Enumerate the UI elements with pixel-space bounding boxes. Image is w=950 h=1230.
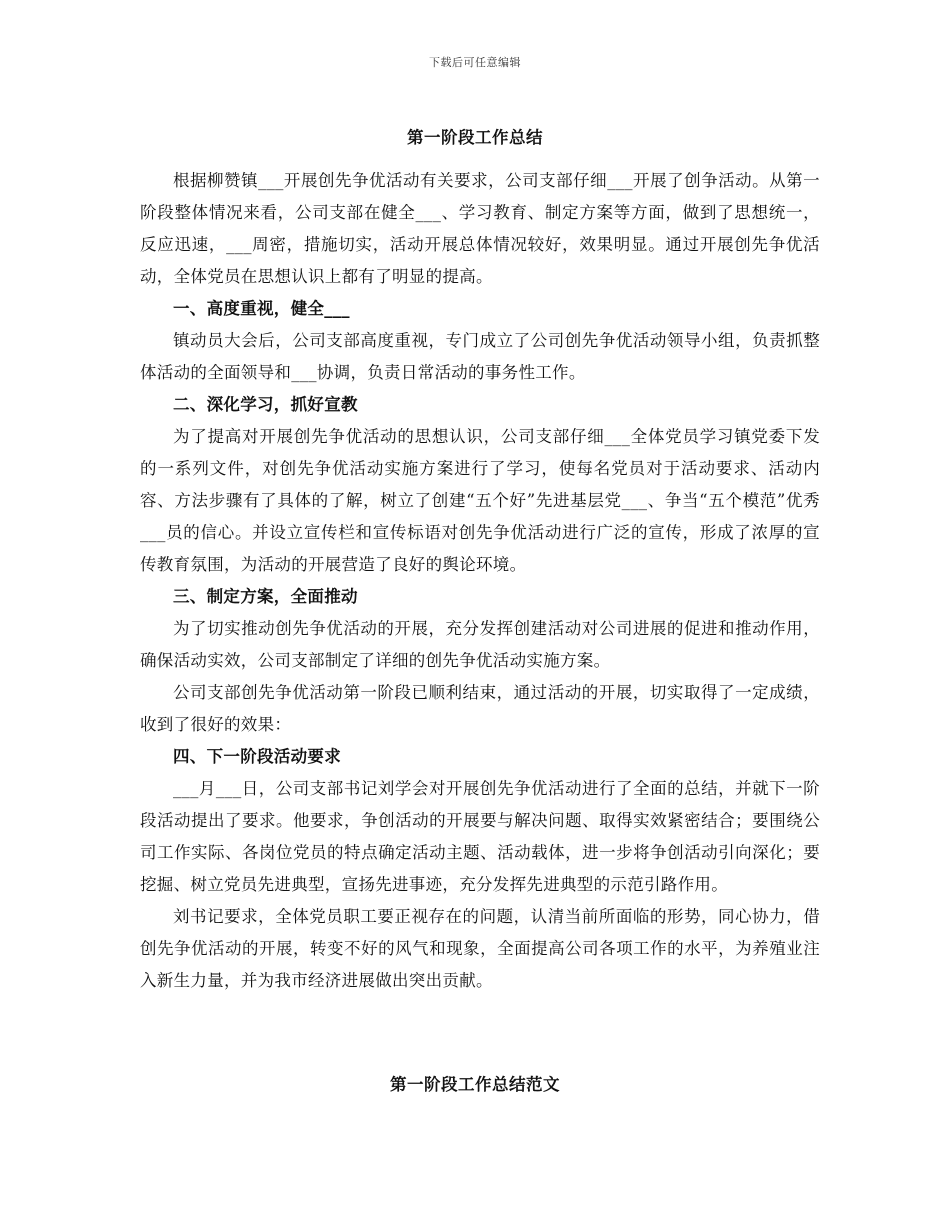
paragraph-section-1: 镇动员大会后，公司支部高度重视，专门成立了公司创先争优活动领导小组，负责抓整体活动的全面领导和___协调，负责日常活动的事务性工作。 [140,331,820,382]
section-heading-1: 一、高度重视，健全___ [173,299,350,318]
paragraph-section-3a: 为了切实推动创先争优活动的开展，充分发挥创建活动对公司进展的促进和推动作用，确保活动实效，公司支部制定了详细的创先争优活动实施方案。 [140,619,820,670]
document-body [140,165,820,997]
paragraph-section-4a: ___月___日，公司支部书记刘学会对开展创先争优活动进行了全面的总结，并就下一阶段活动提出了要求。他要求，争创活动的开展要与解决问题、取得实效紧密结合；要围绕公司工作实际、各岗位党员的特点确定活动主题、活动载体，进一步将争创活动引向深化；要挖掘、树立党员先进典型，宣扬先进事迹，充分发挥先进典型的示范引路作用。 [140,779,820,894]
paragraph-section-2: 为了提高对开展创先争优活动的思想认识，公司支部仔细___全体党员学习镇党委下发的一系列文件，对创先争优活动实施方案进行了学习，使每名党员对于活动要求、活动内容、方法步骤有了具体的了解，树立了创建“五个好”先进基层党___、争当“五个模范”优秀___员的信心。并设立宣传栏和宣传标语对创先争优活动进行广泛的宣传，形成了浓厚的宣传教育氛围，为活动的开展营造了良好的舆论环境。 [140,427,820,574]
next-document-title: 第一阶段工作总结范文 [390,1075,560,1094]
header-note: 下载后可任意编辑 [429,56,521,69]
section-heading-4: 四、下一阶段活动要求 [173,747,341,766]
paragraph-section-4b: 刘书记要求，全体党员职工要正视存在的问题，认清当前所面临的形势，同心协力，借创先争优活动的开展，转变不好的风气和现象，全面提高公司各项工作的水平，为养殖业注入新生力量，并为我市经济进展做出突出贡献。 [140,907,820,990]
paragraph-intro: 根据柳赞镇___开展创先争优活动有关要求，公司支部仔细___开展了创争活动。从第一阶段整体情况来看，公司支部在健全___、学习教育、制定方案等方面，做到了思想统一，反应迅速，___周密，措施切实，活动开展总体情况较好，效果明显。通过开展创先争优活动，全体党员在思想认识上都有了明显的提高。 [140,171,820,286]
document-title: 第一阶段工作总结 [407,128,543,147]
section-heading-3: 三、制定方案，全面推动 [173,587,358,606]
paragraph-section-3b: 公司支部创先争优活动第一阶段已顺利结束，通过活动的开展，切实取得了一定成绩，收到了很好的效果： [140,683,820,734]
section-heading-2: 二、深化学习，抓好宣教 [173,395,358,414]
